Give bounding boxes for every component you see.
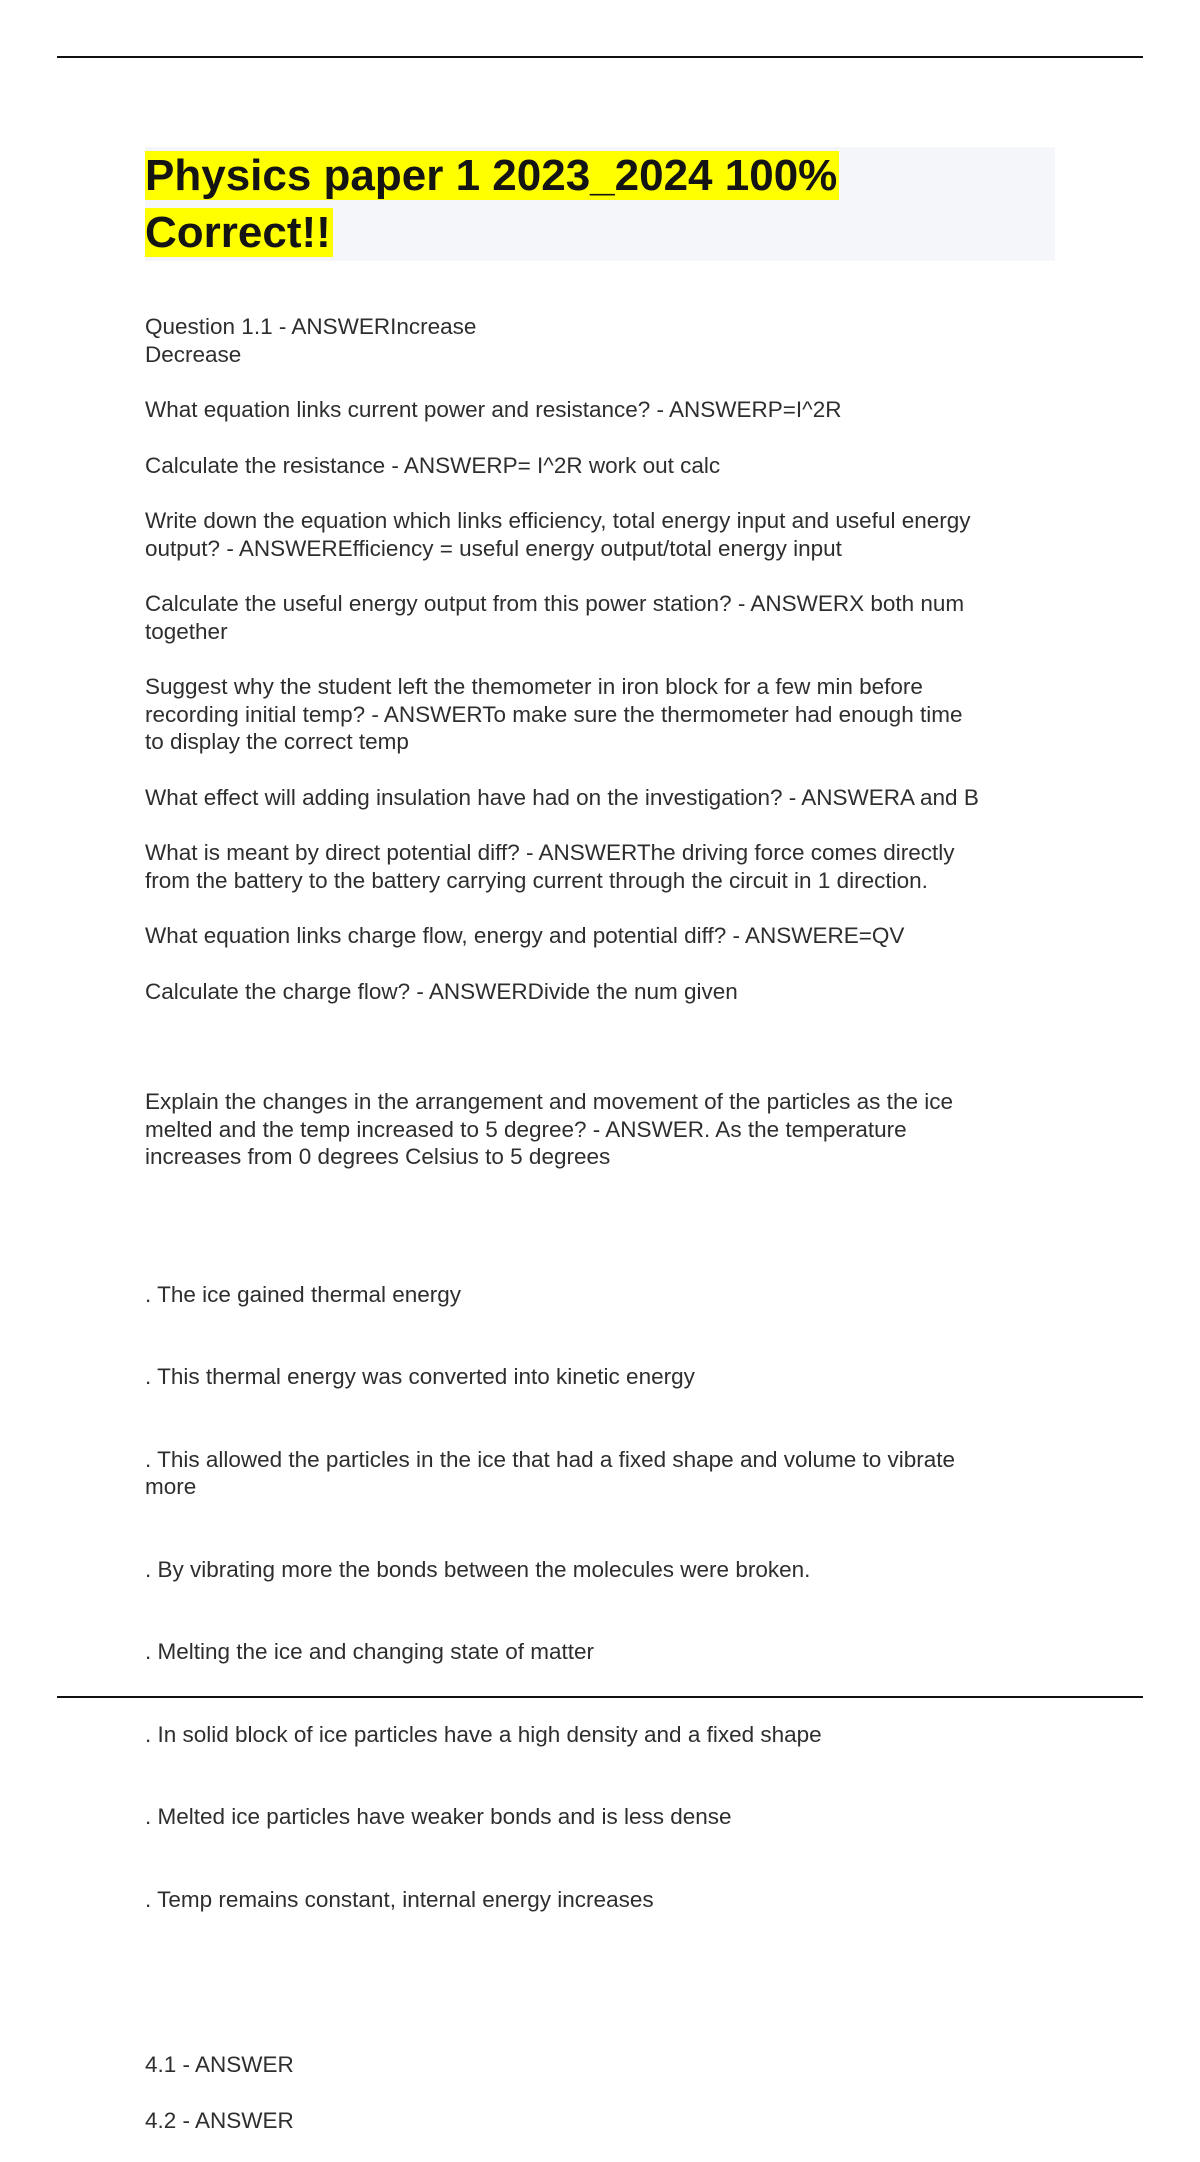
qa-item: What equation links charge flow, energy and potential diff? - ANSWERE=QV [145,923,905,948]
explain-point: . This thermal energy was converted into kinetic energy [145,1364,695,1389]
qa-item: Calculate the charge flow? - ANSWERDivide the num given [145,978,738,1004]
explain-point: . The ice gained thermal energy [145,1281,462,1307]
qa-item: 4.2 - ANSWER [145,2107,294,2133]
explain-point: . This allowed the particles in the ice that had a fixed shape and volume to vibrate more [145,1446,956,1499]
explain-point: . By vibrating more the bonds between the molecules were broken. [145,1556,811,1582]
title-line-1 [145,147,1055,204]
explain-question: Explain the changes in the arrangement and movement of the particles as the ice melted and the temp increased to 5 degree? - ANSWER. As the temperature increases from 0 degrees Celsius to 5 degrees [145,1089,953,1169]
explain-point: . Melted ice particles have weaker bonds and is less dense [145,1804,732,1829]
bottom-rule [57,1696,1143,1698]
explain-points [145,1226,1065,1969]
qa-item: Question 1.1 - ANSWERIncrease Decrease [145,314,477,367]
qa-item: Calculate the useful energy output from this power station? - ANSWERX both num together [145,591,965,644]
qa-item: 4.1 - ANSWER [145,2052,294,2077]
title-highlight-2: Correct!! [145,208,331,257]
qa-item: What equation links current power and resistance? - ANSWERP=I^2R [145,397,842,422]
qa-item: What is meant by direct potential diff? - ANSWERThe driving force comes directly from the battery to the battery carrying current through the circuit in 1 direction. [145,840,955,893]
qa-item: Write down the equation which links efficiency, total energy input and useful energy output? - ANSWEREfficiency = useful energy output/total energy input [145,508,971,561]
qa-item-explain [145,1033,1065,2023]
title-highlight-1: Physics paper 1 2023_2024 100% [145,151,838,200]
qa-item: Suggest why the student left the themometer in iron block for a few min before recording initial temp? - ANSWERTo make sure the thermometer had enough time to display the correct temp [145,674,963,754]
explain-point: . Melting the ice and changing state of matter [145,1639,595,1664]
explain-point: . Temp remains constant, internal energy increases [145,1886,654,1912]
qa-item: What effect will adding insulation have had on the investigation? - ANSWERA and B [145,784,979,810]
top-rule [57,56,1143,58]
explain-point: . In solid block of ice particles have a high density and a fixed shape [145,1721,822,1747]
qa-item: Calculate the resistance - ANSWERP= I^2R work out calc [145,452,721,478]
title-line-2 [145,204,1055,261]
document-title [145,147,1055,261]
document-body [145,313,1065,2162]
